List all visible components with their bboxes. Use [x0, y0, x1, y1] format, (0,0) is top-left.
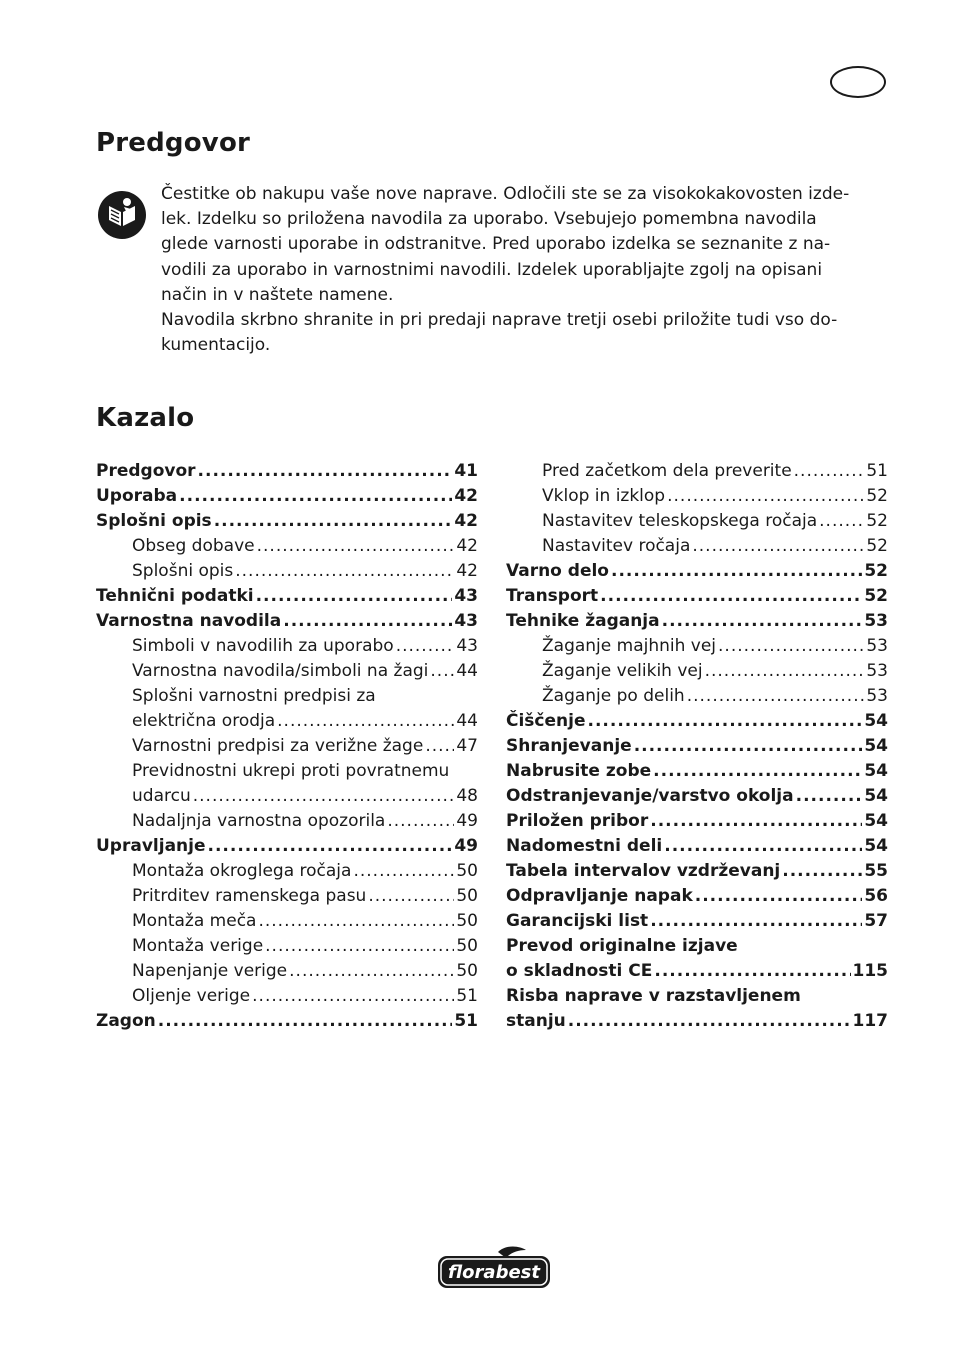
toc-entry [96, 934, 478, 959]
toc-leader-dots [235, 559, 454, 584]
toc-entry-page: 50 [456, 911, 478, 931]
toc-entry [96, 759, 478, 784]
toc-entry [506, 959, 888, 984]
toc-entry [506, 734, 888, 759]
toc-entry [96, 959, 478, 984]
toc-entry [506, 484, 888, 509]
toc-entry [96, 834, 478, 859]
toc-entry [506, 1009, 888, 1034]
toc-entry [506, 909, 888, 934]
toc-entry [506, 784, 888, 809]
toc-entry-page: 52 [866, 511, 888, 531]
toc-entry [506, 709, 888, 734]
toc-entry-title: Pred začetkom dela preverite [542, 461, 792, 481]
toc-entry-title: Nastavitev teleskopskega ročaja [542, 511, 818, 531]
toc-entry-title: Predgovor [96, 461, 196, 481]
toc-leader-dots [198, 459, 453, 484]
toc-entry-title: Nastavitev ročaja [542, 536, 691, 556]
toc-leader-dots [796, 784, 863, 809]
toc-entry [506, 559, 888, 584]
toc-leader-dots [664, 834, 862, 859]
toc-entry [506, 684, 888, 709]
toc-leader-dots [277, 709, 454, 734]
toc-entry [506, 534, 888, 559]
toc-entry-page: 53 [864, 611, 888, 631]
toc-entry-title: Previdnostni ukrepi proti povratnemu [132, 761, 450, 781]
toc-entry [506, 659, 888, 684]
toc-leader-dots [214, 509, 453, 534]
toc-entry [96, 584, 478, 609]
toc-entry [506, 934, 888, 959]
toc-leader-dots [794, 459, 865, 484]
read-manual-icon [97, 190, 147, 240]
foreword-paragraph [161, 182, 891, 308]
toc-leader-dots [705, 659, 865, 684]
toc-entry-page: 41 [454, 461, 478, 481]
toc-entry [506, 834, 888, 859]
toc-leader-dots [667, 484, 864, 509]
toc-entry-page: 50 [456, 961, 478, 981]
toc-entry-title: Vklop in izklop [542, 486, 666, 506]
toc-entry [96, 559, 478, 584]
toc-entry-title: Garancijski list [506, 911, 649, 931]
toc-leader-dots [650, 809, 862, 834]
toc-entry-title: Montaža meča [132, 911, 257, 931]
toc-leader-dots [634, 734, 863, 759]
toc-entry-page: 52 [864, 586, 888, 606]
toc-entry-title: Odpravljanje napak [506, 886, 693, 906]
toc-entry [96, 609, 478, 634]
toc-entry [96, 809, 478, 834]
toc-entry-title: Pritrditev ramenskega pasu [132, 886, 367, 906]
toc-leader-dots [692, 534, 864, 559]
toc-leader-dots [179, 484, 452, 509]
foreword-line: kumentacijo. [161, 335, 271, 356]
toc-entry-title: Tabela intervalov vzdrževanj [506, 861, 781, 881]
toc-entry [96, 884, 478, 909]
toc-right-column [506, 459, 888, 1034]
foreword-line: Navodila skrbno shranite in pri predaji naprave tretji osebi priložite tudi vso do- [161, 310, 838, 331]
toc-entry-page: 42 [456, 536, 478, 556]
toc-entry-page: 52 [866, 536, 888, 556]
toc-entry-title: Transport [506, 586, 599, 606]
toc-leader-dots [353, 859, 454, 884]
toc-entry-page: 51 [866, 461, 888, 481]
toc-entry-page: 43 [454, 611, 478, 631]
toc-leader-dots [193, 784, 455, 809]
contents-title: Kazalo [96, 403, 195, 433]
toc-leader-dots [158, 1009, 453, 1034]
toc-leader-dots [588, 709, 863, 734]
toc-entry-title: Tehnični podatki [96, 586, 254, 606]
foreword-line: vodili za uporabo in varnostnimi navodili. Izdelek uporabljajte zgolj na opisani [161, 259, 823, 280]
toc-leader-dots [695, 884, 863, 909]
toc-entry-title: Tehnike žaganja [506, 611, 660, 631]
toc-entry-title: Napenjanje verige [132, 961, 288, 981]
toc-entry-title: stanju [506, 1011, 566, 1031]
toc-entry-title: Splošni opis [132, 561, 234, 581]
toc-entry [96, 659, 478, 684]
toc-entry-title: Shranjevanje [506, 736, 632, 756]
toc-leader-dots [208, 834, 453, 859]
foreword-line: lek. Izdelku so priložena navodila za uporabo. Vsebujejo pomembna navodila [161, 209, 817, 230]
toc-entry [506, 984, 888, 1009]
toc-left-column [96, 459, 478, 1034]
foreword-paragraph [161, 308, 891, 358]
toc-entry-title: Splošni varnostni predpisi za [132, 686, 376, 706]
toc-entry-title: Žaganje velikih vej [542, 661, 703, 681]
toc-entry-page: 44 [456, 711, 478, 731]
toc-leader-dots [283, 609, 452, 634]
toc-entry-title: Nabrusite zobe [506, 761, 652, 781]
svg-text:florabest: florabest [448, 1262, 540, 1283]
toc-leader-dots [718, 634, 864, 659]
toc-entry-page: 57 [864, 911, 888, 931]
toc-entry-page: 50 [456, 861, 478, 881]
toc-leader-dots [600, 584, 862, 609]
toc-entry-page: 115 [852, 961, 888, 981]
toc-leader-dots [289, 959, 454, 984]
toc-leader-dots [430, 659, 454, 684]
toc-entry-page: 54 [864, 711, 888, 731]
toc-leader-dots [368, 884, 454, 909]
toc-entry-title: Obseg dobave [132, 536, 255, 556]
toc-leader-dots [611, 559, 862, 584]
toc-leader-dots [257, 534, 455, 559]
toc-entry-title: Risba naprave v razstavljenem [506, 986, 801, 1006]
toc-entry-title: Žaganje po delih [542, 686, 685, 706]
toc-entry [506, 884, 888, 909]
toc-entry-title: Montaža okroglega ročaja [132, 861, 352, 881]
toc-leader-dots [258, 909, 454, 934]
toc-entry-title: Varnostna navodila [96, 611, 282, 631]
toc-entry-page: 51 [456, 986, 478, 1006]
toc-entry-page: 54 [864, 761, 888, 781]
toc-leader-dots [653, 759, 862, 784]
toc-entry-page: 52 [866, 486, 888, 506]
toc-entry-title: Nadaljnja varnostna opozorila [132, 811, 386, 831]
toc-entry-page: 117 [852, 1011, 888, 1031]
toc-entry [96, 459, 478, 484]
toc-entry [96, 484, 478, 509]
toc-entry-title: Upravljanje [96, 836, 206, 856]
language-badge [830, 66, 886, 98]
toc-leader-dots [425, 734, 454, 759]
toc-entry-page: 42 [456, 561, 478, 581]
toc-entry-page: 51 [454, 1011, 478, 1031]
toc-entry-title: Uporaba [96, 486, 178, 506]
toc-entry-page: 54 [864, 811, 888, 831]
toc-entry [506, 459, 888, 484]
toc-entry-page: 53 [866, 686, 888, 706]
toc-entry-page: 54 [864, 786, 888, 806]
toc-entry-page: 54 [864, 836, 888, 856]
toc-entry-title: Varnostni predpisi za verižne žage [132, 736, 424, 756]
toc-leader-dots [650, 909, 862, 934]
toc-leader-dots [654, 959, 850, 984]
toc-entry-title: Priložen pribor [506, 811, 649, 831]
toc-leader-dots [387, 809, 454, 834]
foreword-title: Predgovor [96, 128, 251, 158]
toc-entry [96, 984, 478, 1009]
toc-entry [506, 509, 888, 534]
toc-entry-title: Montaža verige [132, 936, 264, 956]
toc-entry-page: 49 [456, 811, 478, 831]
toc-entry [506, 584, 888, 609]
toc-entry-title: Varno delo [506, 561, 609, 581]
toc-entry [506, 634, 888, 659]
toc-entry-page: 42 [454, 486, 478, 506]
foreword-text [161, 182, 891, 358]
toc-entry [96, 1009, 478, 1034]
toc-entry-page: 54 [864, 736, 888, 756]
toc-entry-page: 47 [456, 736, 478, 756]
toc-entry-title: Oljenje verige [132, 986, 251, 1006]
toc-entry [96, 534, 478, 559]
toc-entry [506, 809, 888, 834]
toc-leader-dots [819, 509, 864, 534]
toc-entry [506, 609, 888, 634]
toc-entry [96, 734, 478, 759]
toc-entry-title: Splošni opis [96, 511, 212, 531]
toc-entry-title: o skladnosti CE [506, 961, 653, 981]
toc-entry-page: 50 [456, 936, 478, 956]
toc-entry-page: 53 [866, 661, 888, 681]
toc-entry-title: Prevod originalne izjave [506, 936, 738, 956]
toc-entry-title: Žaganje majhnih vej [542, 636, 717, 656]
toc-entry-title: Odstranjevanje/varstvo okolja [506, 786, 794, 806]
toc-leader-dots [256, 584, 453, 609]
toc-entry-page: 56 [864, 886, 888, 906]
toc-entry [506, 759, 888, 784]
foreword-line: način in v naštete namene. [161, 284, 394, 305]
toc-entry-title: Simboli v navodilih za uporabo [132, 636, 394, 656]
toc-entry-title: Varnostna navodila/simboli na žagi [132, 661, 429, 681]
toc-entry-page: 43 [456, 636, 478, 656]
toc-entry-page: 53 [866, 636, 888, 656]
toc-entry-title: Čiščenje [506, 711, 586, 731]
toc-entry-page: 49 [454, 836, 478, 856]
toc-leader-dots [265, 934, 454, 959]
toc-entry [96, 684, 478, 709]
toc-leader-dots [252, 984, 454, 1009]
florabest-logo [436, 1244, 552, 1290]
foreword-line: glede varnosti uporabe in odstranitve. Pred uporabo izdelka se seznanite z na- [161, 234, 831, 255]
toc-leader-dots [687, 684, 865, 709]
toc-leader-dots [782, 859, 862, 884]
toc-entry-title: udarcu [132, 786, 191, 806]
toc-entry-page: 42 [454, 511, 478, 531]
toc-entry-title: Zagon [96, 1011, 156, 1031]
toc-entry [96, 709, 478, 734]
toc-entry [96, 634, 478, 659]
toc-leader-dots [568, 1009, 851, 1034]
toc-entry [96, 784, 478, 809]
toc-entry-page: 43 [454, 586, 478, 606]
toc-entry [96, 859, 478, 884]
toc-entry-title: električna orodja [132, 711, 276, 731]
toc-entry-page: 55 [864, 861, 888, 881]
toc-entry-page: 48 [456, 786, 478, 806]
toc-entry-page: 44 [456, 661, 478, 681]
toc-entry-page: 52 [864, 561, 888, 581]
toc-entry-page: 50 [456, 886, 478, 906]
toc-entry-title: Nadomestni deli [506, 836, 663, 856]
toc-entry [506, 859, 888, 884]
toc-entry [96, 509, 478, 534]
toc-entry [96, 909, 478, 934]
toc-leader-dots [396, 634, 455, 659]
toc-leader-dots [662, 609, 863, 634]
foreword-line: Čestitke ob nakupu vaše nove naprave. Odločili ste se za visokokakovosten izde- [161, 184, 850, 204]
